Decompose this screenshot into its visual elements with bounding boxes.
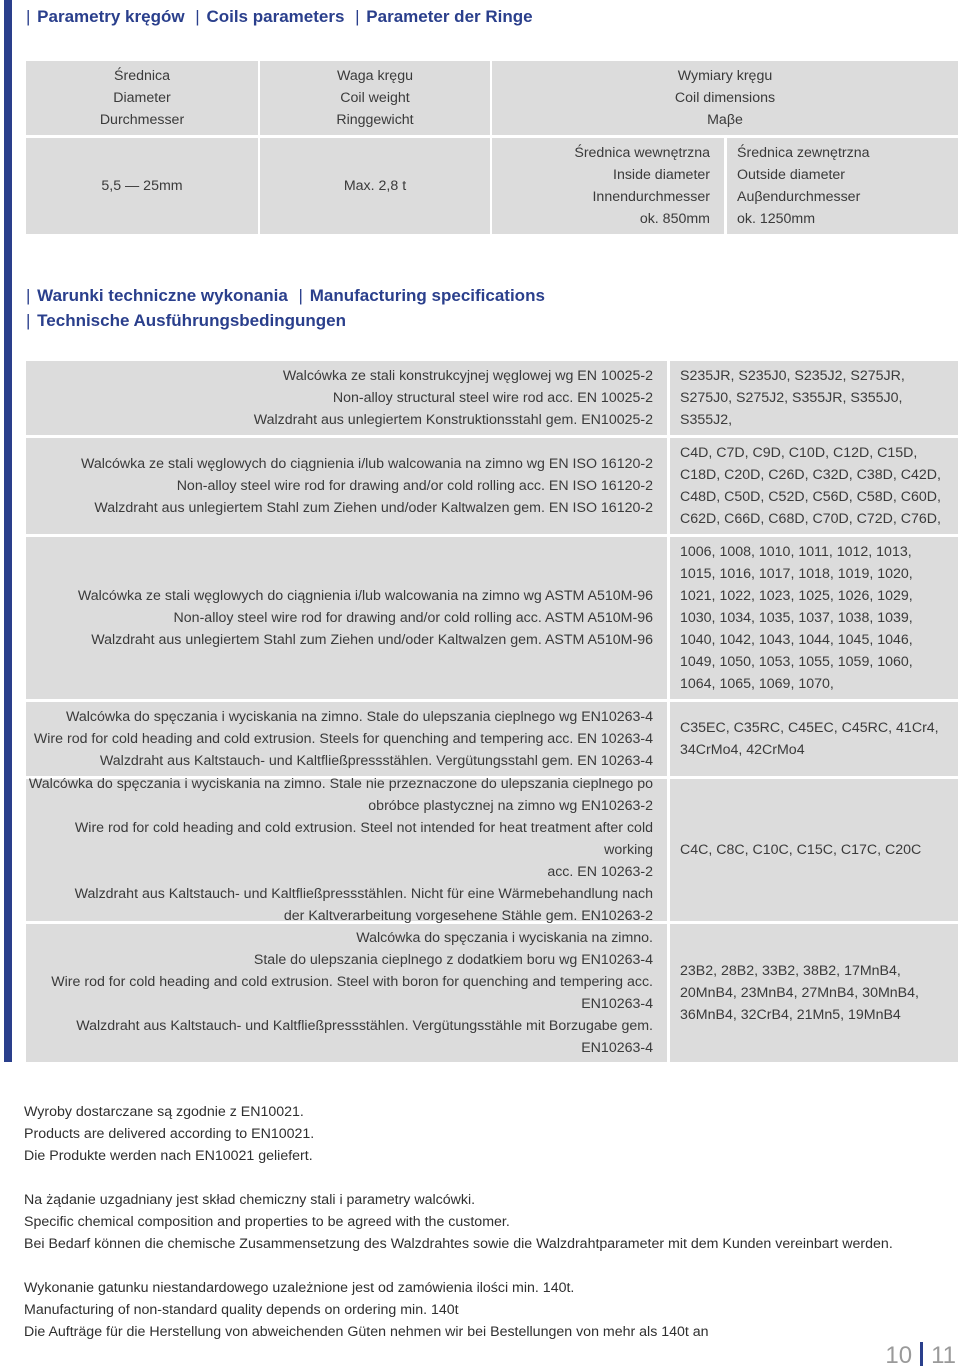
note-chemical-composition: Na żądanie uzgadniany jest skład chemiczny stali i parametry walcówki. Specific chemical composition and properties to be agreed with the customer. Bei Bedarf können die chemische Zusammensetzung des Walzdrahtes sowie die Walzdrahtparameter mit dem Kunden vereinbart werden. [24, 1192, 893, 1252]
note-standard: Wyroby dostarczane są zgodnie z EN10021. Products are delivered according to EN10021. Die Produkte werden nach EN10021 geliefert. [24, 1104, 315, 1164]
spec-desc: Walcówka do spęczania i wyciskania na zimno. Stale do ulepszania cieplnego z dodatkiem boru wg EN10263-4 Wire rod for cold heading and cold extrusion. Steel with boron for quenching and tempering acc. EN10263-4 Walzdraht aus Kaltstauch- und Kaltfließpressstählen. Vergütungsstähle mit Borzugabe gem. EN10263-4 [26, 924, 667, 1062]
note-non-standard-quality: Wykonanie gatunku niestandardowego uzależnione jest od zamówienia ilości min. 140t. Manufacturing of non-standard quality depends on ordering min. 140t Die Aufträge für die Herstellung von abweichenden Güten nehmen wir bei Bestellungen von mehr als 140t an [24, 1280, 709, 1340]
page-number-right: 11 [931, 1342, 956, 1369]
spec-grades: C4C, C8C, C10C, C15C, C17C, C20C [670, 779, 958, 921]
page-numbers [885, 1342, 956, 1370]
outside-diameter-cell: Średnica zewnętrzna Outside diameter Auβendurchmesser ok. 1250mm [727, 138, 958, 234]
weight-value: Max. 2,8 t [260, 138, 490, 234]
manufacturing-specifications-heading: | Warunki techniczne wykonania | Manufacturing specifications | Technische Ausführungsbedingungen [26, 286, 545, 330]
spec-desc: Walcówka ze stali węglowych do ciągnienia i/lub walcowania na zimno wg ASTM A510M-96 Non-alloy steel wire rod for drawing and/or cold rolling acc. ASTM A510M-96 Walzdraht aus unlegiertem Stahl zum Ziehen und/oder Kaltwalzen gem. ASTM A510M-96 [26, 537, 667, 699]
spec-desc: Walcówka ze stali konstrukcyjnej węglowej wg EN 10025-2 Non-alloy structural steel wire rod acc. EN 10025-2 Walzdraht aus unlegiertem Konstruktionsstahl gem. EN10025-2 [26, 361, 667, 435]
spec-desc: Walcówka ze stali węglowych do ciągnienia i/lub walcowania na zimno wg EN ISO 16120-2 Non-alloy steel wire rod for drawing and/or cold rolling acc. EN ISO 16120-2 Walzdraht aus unlegiertem Stahl zum Ziehen und/oder Kaltwalzen gem. EN ISO 16120-2 [26, 438, 667, 534]
spec-desc: Walcówka do spęczania i wyciskania na zimno. Stale nie przeznaczone do ulepszania cieplnego po obróbce plastycznej na zimno wg EN10263-2 Wire rod for cold heading and cold extrusion. Steel not intended for heat treatment after cold working acc. EN 10263-2 Walzdraht aus Kaltstauch- und Kaltfließpressstählen. Nicht für eine Wärmebehandlung nach der Kaltverarbeitung vorgesehene Stähle gem. EN10263-2 [26, 779, 667, 921]
page-number-left: 10 [885, 1342, 913, 1369]
header-diameter: Średnica Diameter Durchmesser [26, 61, 258, 135]
inside-diameter-cell: Średnica wewnętrzna Inside diameter Innendurchmesser ok. 850mm [492, 138, 724, 234]
coils-parameters-heading: | Parametry kręgów | Coils parameters | Parameter der Ringe [26, 7, 533, 26]
spec-grades: S235JR, S235J0, S235J2, S275JR, S275J0, S275J2, S355JR, S355J0, S355J2, [670, 361, 958, 435]
spec-grades: 1006, 1008, 1010, 1011, 1012, 1013, 1015, 1016, 1017, 1018, 1019, 1020, 1021, 1022, 1023, 1025, 1026, 1029, 1030, 1034, 1035, 1037, 1038, 1039, 1040, 1042, 1043, 1044, 1045, 1046, 1049, 1050, 1053, 1055, 1059, 1060, 1064, 1065, 1069, 1070, [670, 537, 958, 699]
spec-grades: 23B2, 28B2, 33B2, 38B2, 17MnB4, 20MnB4, 23MnB4, 27MnB4, 30MnB4, 36MnB4, 32CrB4, 21Mn5, 19MnB4 [670, 924, 958, 1062]
spec-grades: C35EC, C35RC, C45EC, C45RC, 41Cr4, 34CrMo4, 42CrMo4 [670, 702, 958, 776]
side-accent-bar [4, 0, 12, 1062]
spec-desc: Walcówka do spęczania i wyciskania na zimno. Stale do ulepszania cieplnego wg EN10263-4 Wire rod for cold heading and cold extrusion. Steels for quenching and tempering acc. EN 10263-4 Walzdraht aus Kaltstauch- und Kaltfließpressstählen. Vergütungsstahl gem. EN 10263-4 [26, 702, 667, 776]
header-coil-dimensions: Wymiary kręgu Coil dimensions Maβe [492, 61, 958, 135]
diameter-value: 5,5 — 25mm [26, 138, 258, 234]
spec-grades: C4D, C7D, C9D, C10D, C12D, C15D, C18D, C20D, C26D, C32D, C38D, C42D, C48D, C50D, C52D, C56D, C58D, C60D, C62D, C66D, C68D, C70D, C72D, C76D, [670, 438, 958, 534]
header-coil-weight: Waga kręgu Coil weight Ringgewicht [260, 61, 490, 135]
page-number-separator [920, 1342, 923, 1366]
